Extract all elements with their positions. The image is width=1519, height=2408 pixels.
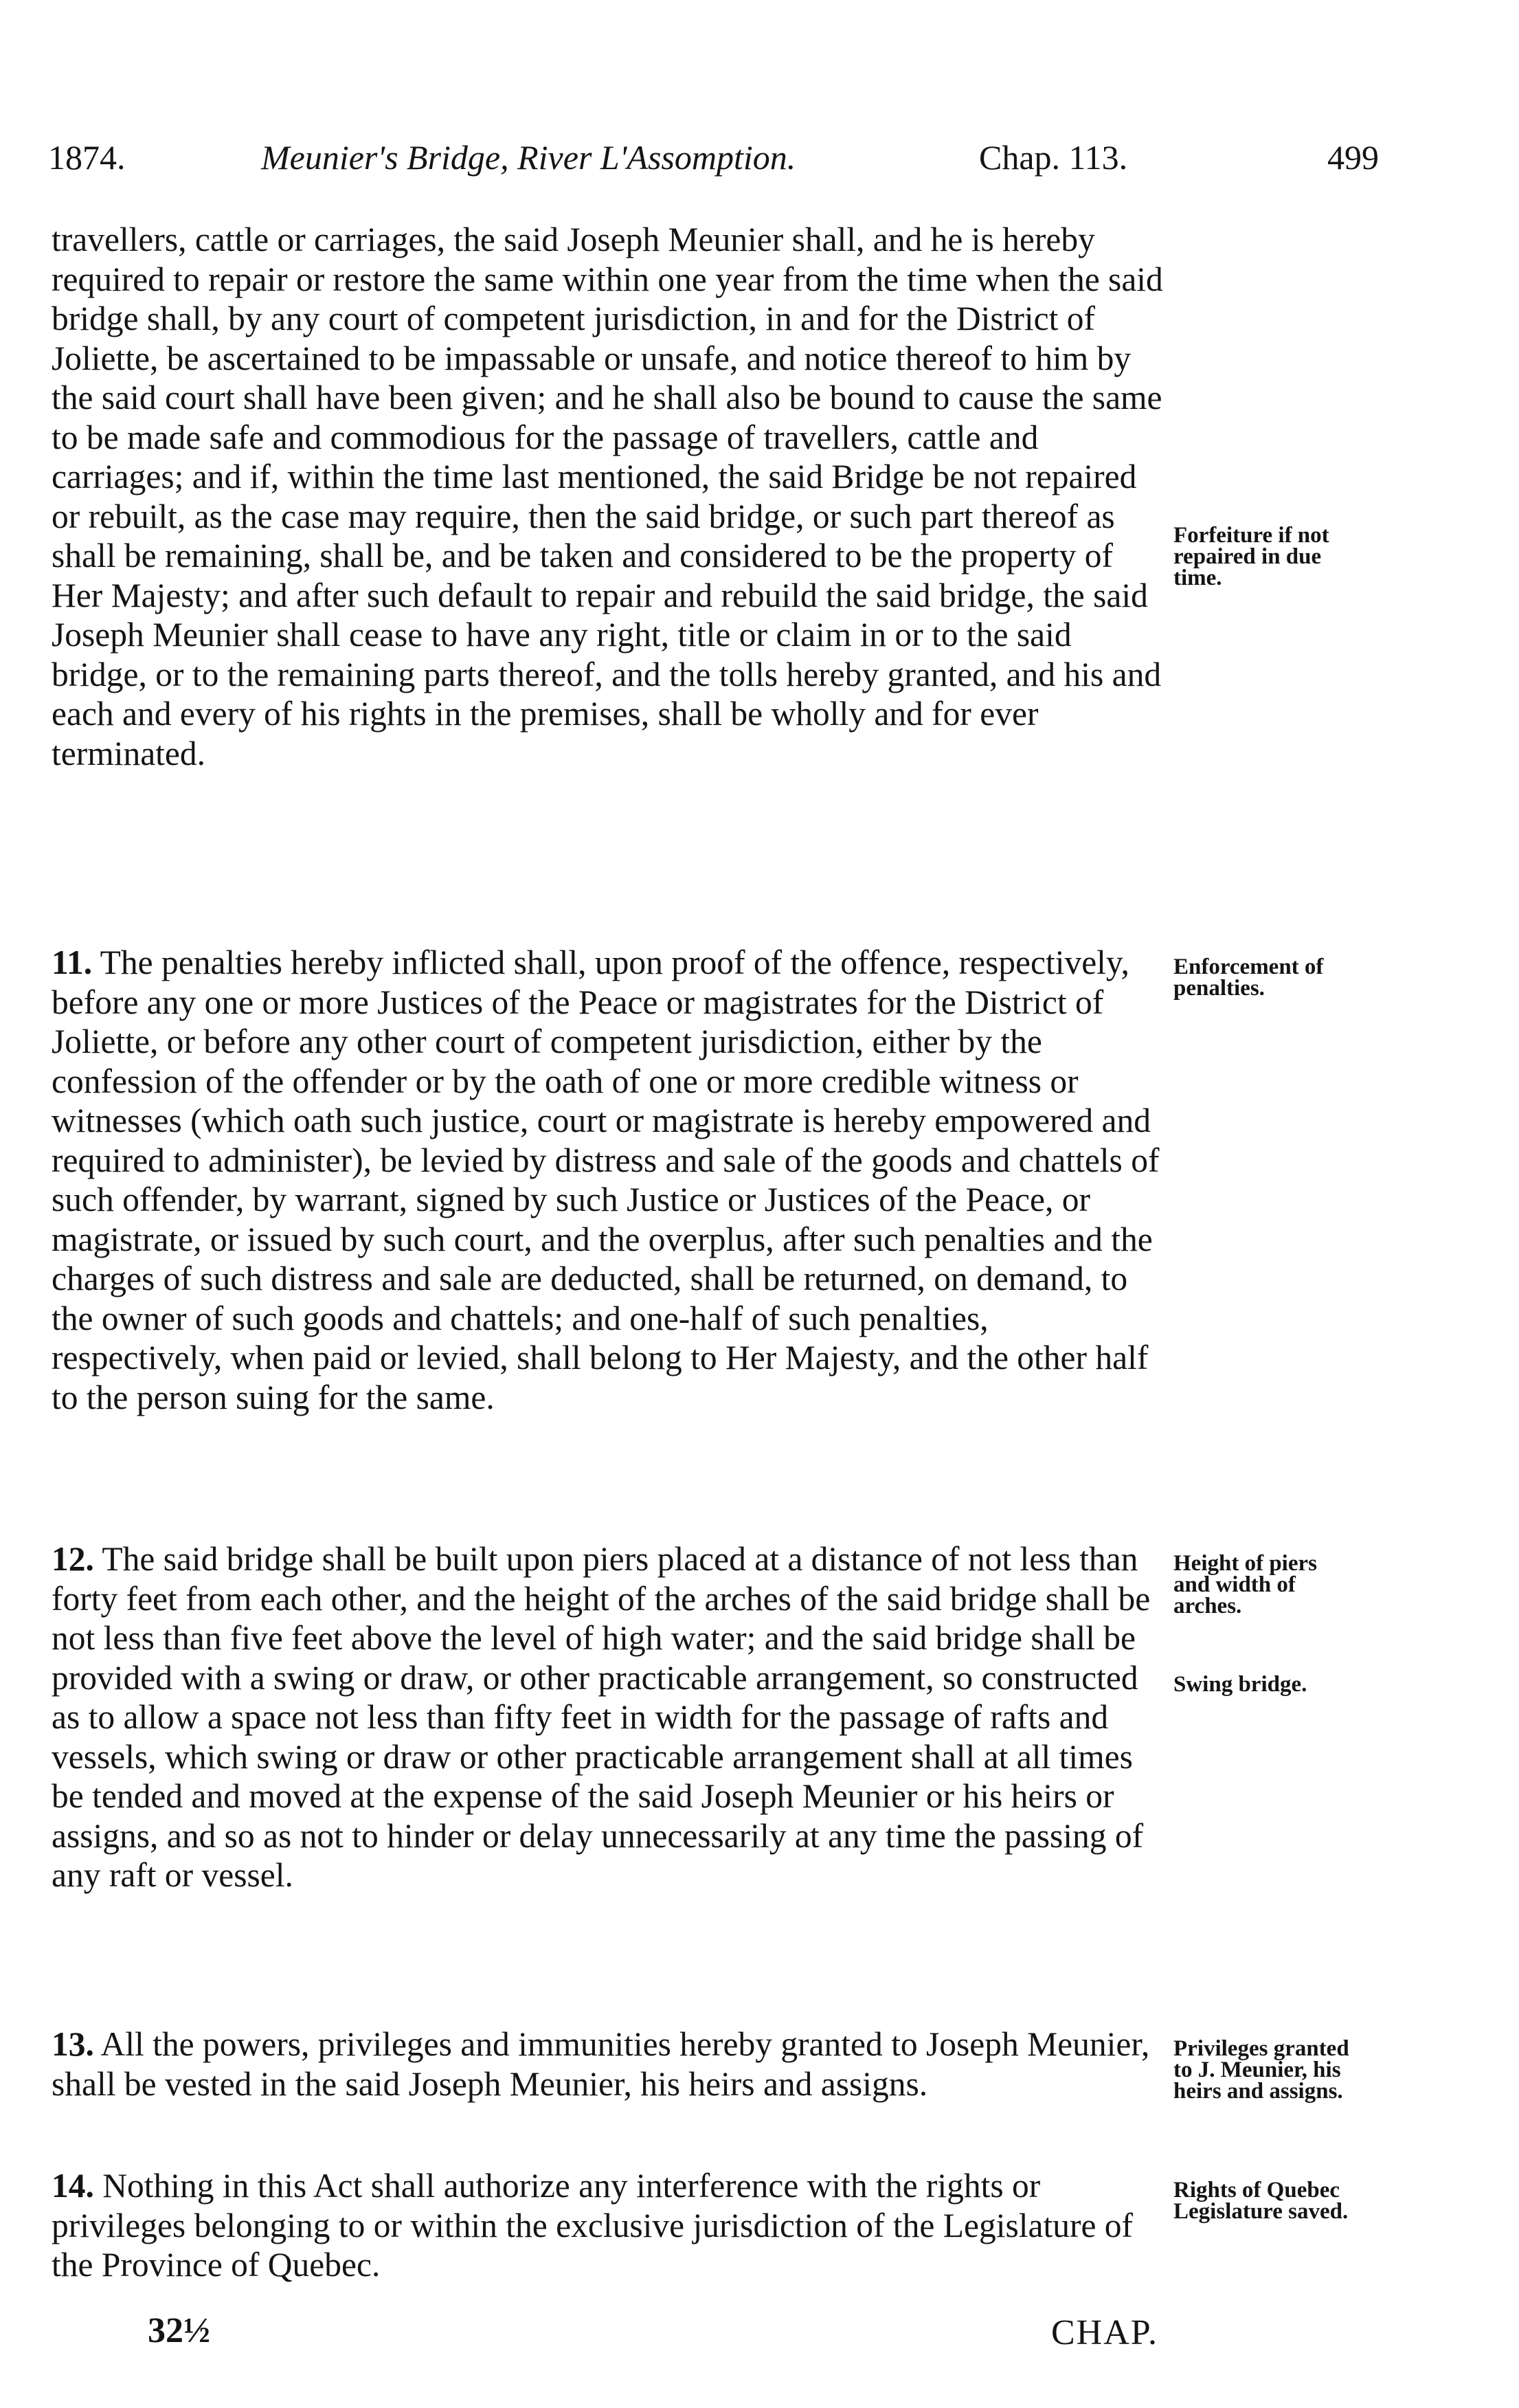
paragraph-continued	[52, 220, 1164, 773]
header-title: Meunier's Bridge, River L'Assomption.	[261, 138, 796, 177]
section-12	[52, 1539, 1164, 1895]
section-text	[52, 2025, 1164, 2104]
section-14	[52, 2166, 1164, 2285]
margin-note-privileges: Privileges granted to J. Meunier, his heirs and assigns.	[1173, 2036, 1349, 2104]
section-13	[52, 2025, 1164, 2104]
section-body: Nothing in this Act shall authorize any interference with the rights or privileges belonging to or within the exclusive jurisdiction of the Legislature of the Province of Quebec.	[52, 2167, 1134, 2284]
margin-note-swing-bridge: Swing bridge.	[1173, 1672, 1307, 1697]
section-number: 14.	[52, 2167, 94, 2205]
section-text	[52, 943, 1164, 1417]
margin-note-enforcement: Enforcement of penalties.	[1173, 955, 1324, 1001]
section-body: The said bridge shall be built upon piers placed at a distance of not less than forty feet from each other, and the height of the arches of the said bridge shall be not less than five feet above the level of high water; and the said bridge shall be provided with a swing or draw, or other practicable arrangement, so constructed as to allow a space not less than fifty feet in width for the passage of rafts and vessels, which swing or draw or other practicable arrangement shall at all times be tended and moved at the expense of the said Joseph Meunier or his heirs or assigns, and so as not to hinder or delay unnecessarily at any time the passing of any raft or vessel.	[52, 1540, 1151, 1894]
section-11	[52, 943, 1164, 1417]
section-number: 12.	[52, 1540, 94, 1578]
margin-note-forfeiture: Forfeiture if not repaired in due time.	[1173, 523, 1329, 590]
section-body: The penalties hereby inflicted shall, upon proof of the offence, respectively, before any one or more Justices of the Peace or magistrates for the District of Joliette, or before any other court of competent jurisdiction, either by the confession of the offender or by the oath of one or more credible witness or witnesses (which oath such justice, court or magistrate is hereby empowered and required to administer), be levied by distress and sale of the goods and chattels of such offender, by warrant, signed by such Justice or Justices of the Peace, or magistrate, or issued by such court, and the overplus, after such penalties and the charges of such distress and sale are deducted, shall be returned, on demand, to the owner of such goods and chattels; and one-half of such penalties, respectively, when paid or levied, shall belong to Her Majesty, and the other half to the person suing for the same.	[52, 944, 1160, 1416]
margin-note-height-of-piers: Height of piers and width of arches.	[1173, 1551, 1317, 1618]
section-body: All the powers, privileges and immunities hereby granted to Joseph Meunier, shall be vested in the said Joseph Meunier, his heirs and assigns.	[52, 2025, 1150, 2103]
header-chapter: Chap. 113.	[979, 138, 1128, 177]
header-year: 1874.	[48, 138, 126, 177]
section-text	[52, 2166, 1164, 2285]
section-text	[52, 1539, 1164, 1895]
margin-note-rights-of-quebec: Rights of Quebec Legislature saved.	[1173, 2178, 1349, 2224]
paragraph-text: travellers, cattle or carriages, the said Joseph Meunier shall, and he is hereby required to repair or restore the same within one year from the time when the said bridge shall, by any court of competent jurisdiction, in and for the District of Joliette, be ascertained to be impassable or unsafe, and notice thereof to him by the said court shall have been given; and he shall also be bound to cause the same to be made safe and commodious for the passage of travellers, cattle and carriages; and if, within the time last mentioned, the said Bridge be not repaired or rebuilt, as the case may require, then the said bridge, or such part thereof as shall be remaining, shall be, and be taken and considered to be the property of Her Majesty; and after such default to repair and rebuild the said bridge, the said Joseph Meunier shall cease to have any right, title or claim in or to the said bridge, or to the remaining parts thereof, and the tolls hereby granted, and his and each and every of his rights in the premises, shall be wholly and for ever terminated.	[52, 221, 1163, 772]
section-number: 13.	[52, 2025, 94, 2063]
signature-mark: 32½	[148, 2311, 210, 2350]
page-number: 499	[1327, 138, 1379, 177]
running-header	[48, 137, 1379, 186]
section-number: 11.	[52, 944, 93, 981]
catchword: CHAP.	[1051, 2313, 1158, 2352]
